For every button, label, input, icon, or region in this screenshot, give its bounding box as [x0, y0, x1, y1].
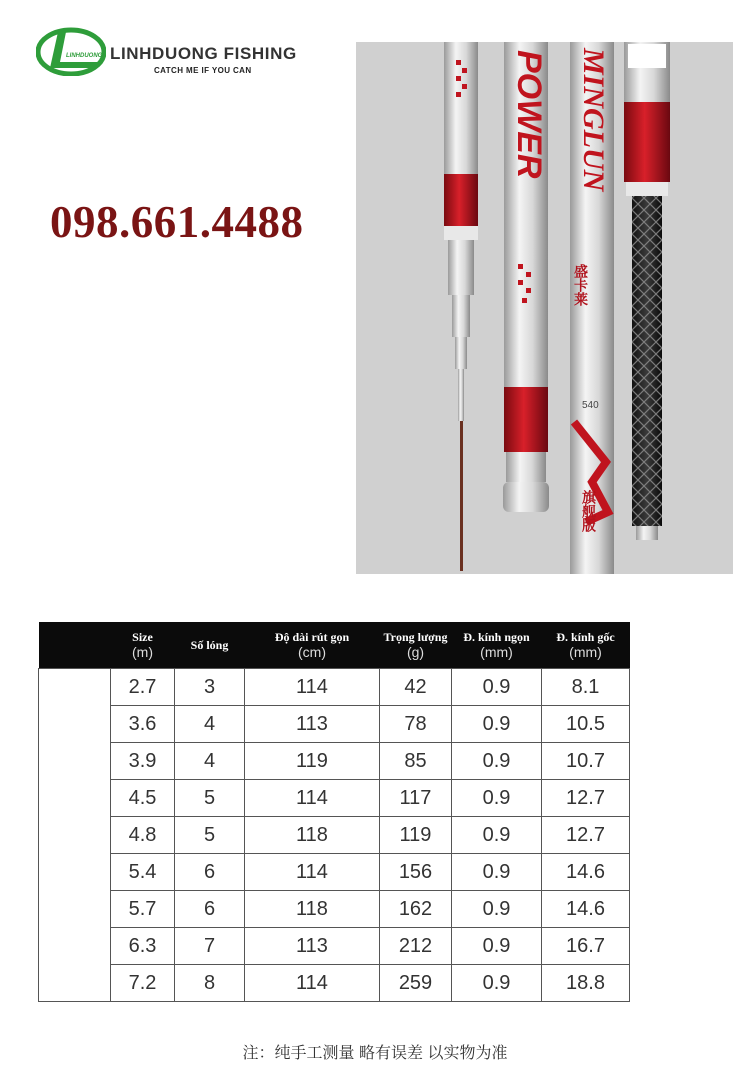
- cell-base-diameter: 10.5: [542, 706, 630, 743]
- header-tip-diameter: Đ. kính ngọn (mm): [452, 622, 542, 669]
- cell-closed-length: 119: [245, 743, 380, 780]
- model-number-lettering: 540: [582, 400, 599, 411]
- cell-tip-diameter: 0.9: [452, 743, 542, 780]
- cell-size: 7.2: [111, 965, 175, 1002]
- cell-sections: 6: [175, 891, 245, 928]
- cell-size: 3.6: [111, 706, 175, 743]
- phone-number: 098.661.4488: [50, 197, 304, 247]
- table-row: [39, 891, 630, 928]
- cell-weight: 85: [380, 743, 452, 780]
- table-row: [39, 817, 630, 854]
- cell-closed-length: 113: [245, 706, 380, 743]
- cell-weight: 117: [380, 780, 452, 817]
- cell-weight: 119: [380, 817, 452, 854]
- cell-size: 3.9: [111, 743, 175, 780]
- cell-size: 5.7: [111, 891, 175, 928]
- cell-size: 4.5: [111, 780, 175, 817]
- cell-closed-length: 113: [245, 928, 380, 965]
- table-row: [39, 706, 630, 743]
- brand-tagline: CATCH ME IF YOU CAN: [154, 66, 252, 75]
- fishing-rod-illustration: [356, 42, 733, 574]
- cell-tip-diameter: 0.9: [452, 854, 542, 891]
- blank-side-cell: [39, 669, 111, 1002]
- cell-sections: 5: [175, 780, 245, 817]
- header-weight: Trọng lượng (g): [380, 622, 452, 669]
- cell-sections: 4: [175, 743, 245, 780]
- cell-base-diameter: 14.6: [542, 854, 630, 891]
- cell-weight: 259: [380, 965, 452, 1002]
- table-row: [39, 780, 630, 817]
- edition-cjk-lettering: 旗舰版: [580, 490, 596, 532]
- cell-size: 5.4: [111, 854, 175, 891]
- cell-size: 6.3: [111, 928, 175, 965]
- minglun-lettering: MINGLUN: [577, 48, 610, 192]
- header-base-diameter: Đ. kính gốc (mm): [542, 622, 630, 669]
- cell-sections: 6: [175, 854, 245, 891]
- brand-cjk-lettering: 盛卡莱: [572, 264, 588, 306]
- table-row: [39, 743, 630, 780]
- cell-base-diameter: 16.7: [542, 928, 630, 965]
- cell-closed-length: 118: [245, 891, 380, 928]
- cell-tip-diameter: 0.9: [452, 891, 542, 928]
- cell-sections: 8: [175, 965, 245, 1002]
- cell-weight: 162: [380, 891, 452, 928]
- cell-size: 4.8: [111, 817, 175, 854]
- header-size: Size (m): [111, 622, 175, 669]
- cell-closed-length: 114: [245, 854, 380, 891]
- table-row: [39, 854, 630, 891]
- cell-tip-diameter: 0.9: [452, 669, 542, 706]
- logo-mark-text: LINHDUONG: [66, 53, 103, 59]
- cell-base-diameter: 12.7: [542, 780, 630, 817]
- cell-sections: 5: [175, 817, 245, 854]
- cell-base-diameter: 12.7: [542, 817, 630, 854]
- header-sections: Số lóng: [175, 622, 245, 669]
- brand-logo: [36, 26, 326, 84]
- cell-base-diameter: 14.6: [542, 891, 630, 928]
- header-closed-length: Độ dài rút gọn (cm): [245, 622, 380, 669]
- cell-size: 2.7: [111, 669, 175, 706]
- table-row: [39, 965, 630, 1002]
- cell-closed-length: 114: [245, 965, 380, 1002]
- cell-base-diameter: 8.1: [542, 669, 630, 706]
- cell-tip-diameter: 0.9: [452, 706, 542, 743]
- cell-weight: 78: [380, 706, 452, 743]
- cell-sections: 4: [175, 706, 245, 743]
- cell-closed-length: 114: [245, 669, 380, 706]
- cell-tip-diameter: 0.9: [452, 928, 542, 965]
- cell-weight: 42: [380, 669, 452, 706]
- cell-tip-diameter: 0.9: [452, 965, 542, 1002]
- table-row: [39, 928, 630, 965]
- cell-weight: 156: [380, 854, 452, 891]
- cell-tip-diameter: 0.9: [452, 817, 542, 854]
- cell-sections: 7: [175, 928, 245, 965]
- table-header-row: [39, 622, 630, 669]
- brand-name: LINHDUONG FISHING: [110, 44, 297, 63]
- product-photo: [356, 42, 733, 574]
- power-lettering: POWER: [510, 50, 548, 179]
- spec-table: [38, 622, 630, 1002]
- cell-base-diameter: 18.8: [542, 965, 630, 1002]
- cell-tip-diameter: 0.9: [452, 780, 542, 817]
- table-row: [39, 669, 630, 706]
- linhduong-logo-icon: [36, 26, 106, 76]
- cell-sections: 3: [175, 669, 245, 706]
- measurement-note: 注：纯手工测量 略有误差 以实物为准: [242, 1045, 508, 1062]
- cell-base-diameter: 10.7: [542, 743, 630, 780]
- cell-weight: 212: [380, 928, 452, 965]
- cell-closed-length: 114: [245, 780, 380, 817]
- header-blank-cell: [39, 622, 111, 669]
- cell-closed-length: 118: [245, 817, 380, 854]
